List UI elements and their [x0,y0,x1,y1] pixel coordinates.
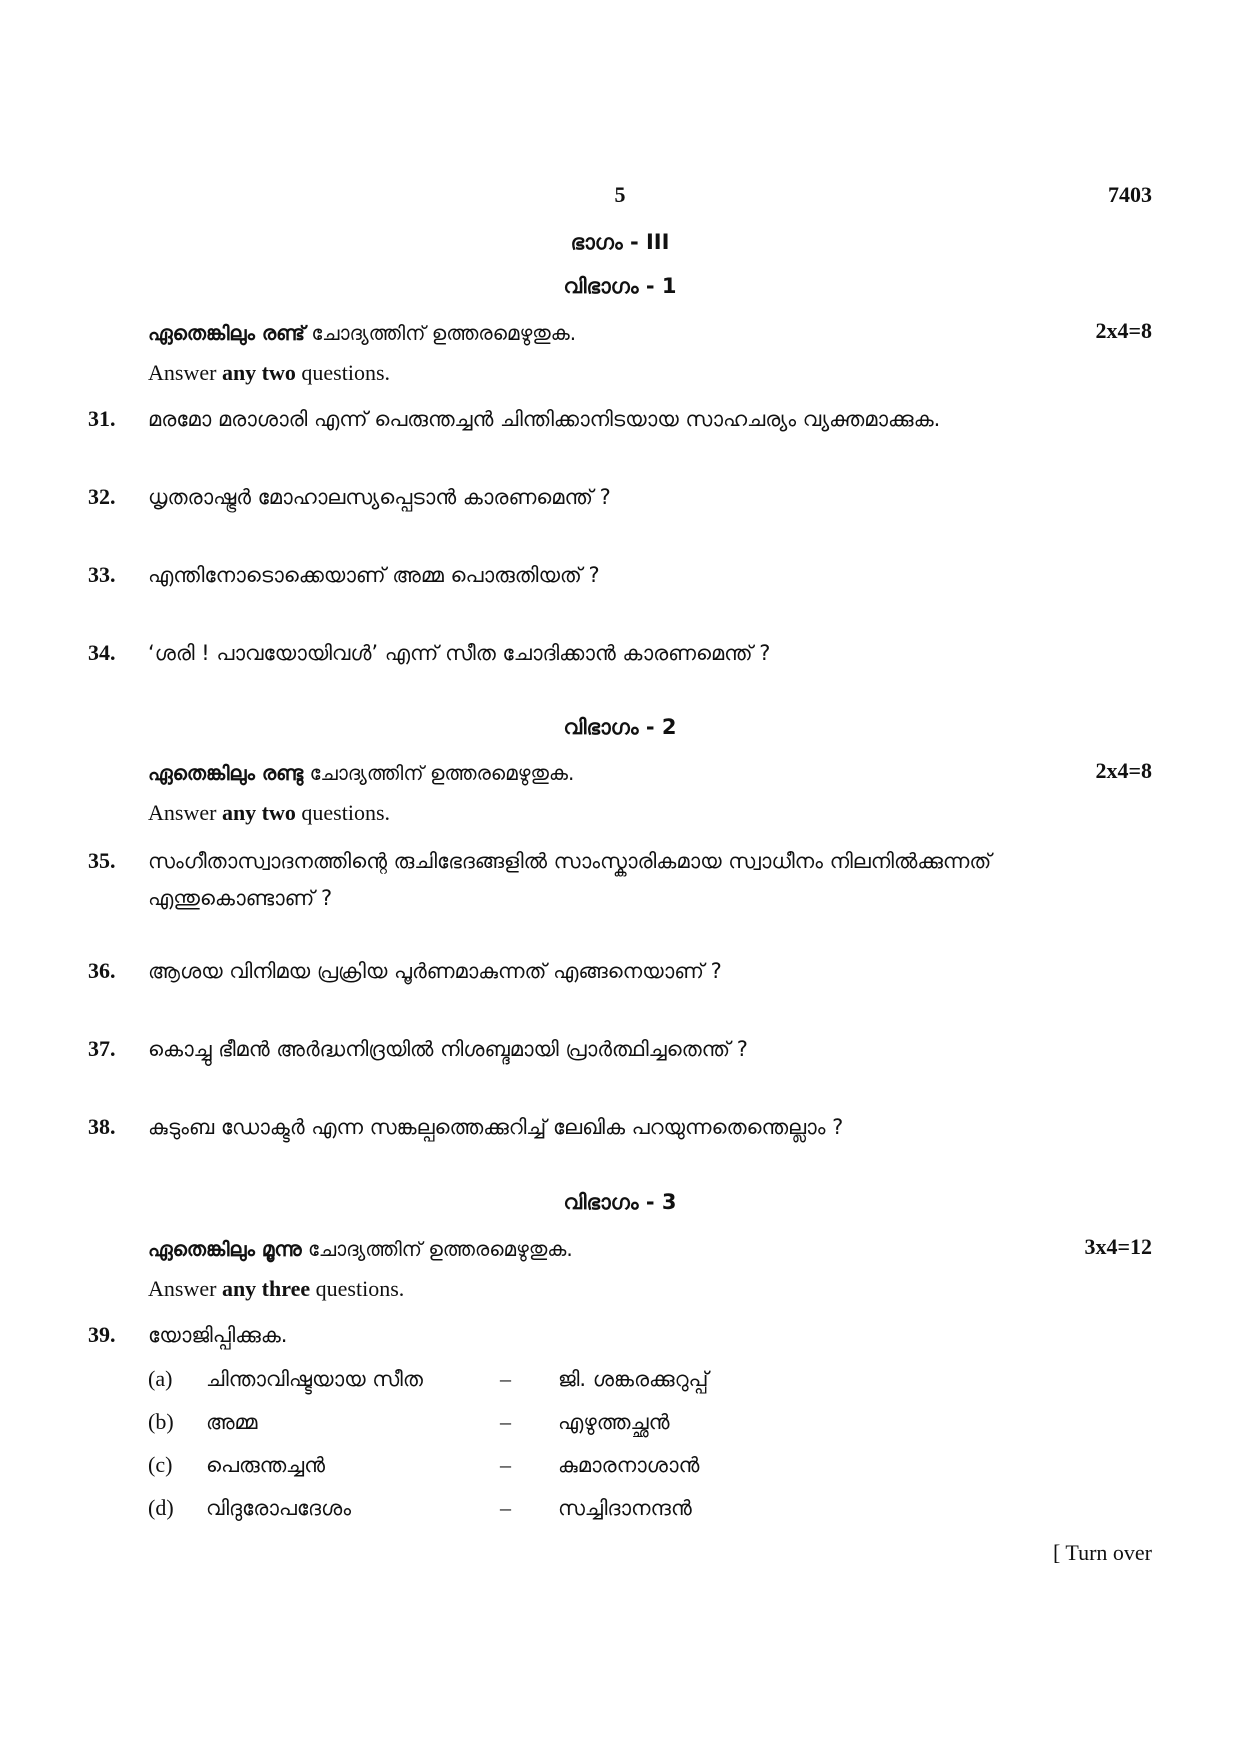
match-label: (a) [148,1366,173,1391]
section-1-instruction-en: Answer any two questions. [148,360,391,385]
question-number: 39. [88,1322,116,1347]
section-2-instruction: ഏതെങ്കിലും രണ്ടു ചോദ്യത്തിന് ഉത്തരമെഴുതുക. [148,761,575,785]
match-right-item: ജി. ശങ്കരക്കുറുപ്പ് [558,1367,709,1391]
question-text: ധൃതരാഷ്ട്രർ മോഹാലസ്യപ്പെടാൻ കാരണമെന്ത് ? [148,485,611,509]
question-text: മരമോ മരാശാരി എന്ന് പെരുന്തച്ചൻ ചിന്തിക്കാനിടയായ സാഹചര്യം വ്യക്തമാക്കുക. [148,407,941,431]
question-number: 38. [88,1114,116,1139]
section-2-instruction-en: Answer any two questions. [148,800,391,825]
part-title: ഭാഗം - III [570,230,670,254]
question-text: ‘ശരി ! പാവയോയിവൾ’ എന്ന് സീത ചോദിക്കാൻ കാരണമെന്ത് ? [148,641,771,665]
page-number: 5 [614,182,626,207]
question-number: 36. [88,958,116,983]
section-1-instruction: ഏതെങ്കിലും രണ്ട് ചോദ്യത്തിന് ഉത്തരമെഴുതുക. [148,321,577,345]
question-number: 37. [88,1036,116,1061]
question-number: 33. [88,562,116,587]
question-number: 34. [88,640,116,665]
match-left-item: വിദുരോപദേശം [206,1496,352,1520]
section-2-marks: 2x4=8 [1095,758,1152,783]
match-right-item: സച്ചിദാനന്ദൻ [558,1496,692,1520]
match-dash: – [500,1495,511,1520]
match-label: (c) [148,1452,173,1477]
section-3-instruction: ഏതെങ്കിലും മൂന്നു ചോദ്യത്തിന് ഉത്തരമെഴുതുക. [148,1237,573,1261]
question-text-continued: എന്തുകൊണ്ടാണ് ? [148,886,333,910]
exam-code: 7403 [1108,182,1152,207]
question-number: 31. [88,406,116,431]
question-text: സംഗീതാസ്വാദനത്തിന്റെ രുചിഭേദങ്ങളിൽ സാംസ്കാരികമായ സ്വാധീനം നിലനിൽക്കുന്നത് [148,849,992,873]
question-text: ആശയ വിനിമയ പ്രക്രിയ പൂർണമാകുന്നത് എങ്ങനെയാണ് ? [148,959,722,983]
match-dash: – [500,1452,511,1477]
match-label: (b) [148,1409,174,1434]
match-left-item: ചിന്താവിഷ്ടയായ സീത [206,1367,423,1391]
question-text: കുടുംബ ഡോക്ടർ എന്ന സങ്കല്പത്തെക്കുറിച്ച് ലേഖിക പറയുന്നതെന്തെല്ലാം ? [148,1115,844,1139]
question-text: കൊച്ചു ഭീമൻ അർദ്ധനിദ്രയിൽ നിശബ്ദമായി പ്രാർത്ഥിച്ചതെന്ത് ? [148,1037,748,1061]
question-number: 32. [88,484,116,509]
section-3-instruction-en: Answer any three questions. [148,1276,405,1301]
question-text: എന്തിനോടൊക്കെയാണ് അമ്മ പൊരുതിയത് ? [148,563,600,587]
question-text: യോജിപ്പിക്കുക. [148,1323,288,1347]
section-2-title: വിഭാഗം - 2 [563,715,677,739]
match-left-item: പെരുന്തച്ചൻ [206,1453,326,1477]
question-number: 35. [88,848,116,873]
match-right-item: എഴുത്തച്ഛൻ [558,1410,670,1434]
section-3-title: വിഭാഗം - 3 [563,1190,677,1214]
match-dash: – [500,1409,511,1434]
section-3-marks: 3x4=12 [1084,1234,1152,1259]
match-right-item: കുമാരനാശാൻ [558,1453,700,1477]
match-label: (d) [148,1495,174,1520]
match-left-item: അമ്മ [206,1410,258,1434]
match-dash: – [500,1366,511,1391]
section-1-marks: 2x4=8 [1095,318,1152,343]
turn-over-note: [ Turn over [1052,1540,1152,1565]
section-1-title: വിഭാഗം - 1 [563,274,677,298]
